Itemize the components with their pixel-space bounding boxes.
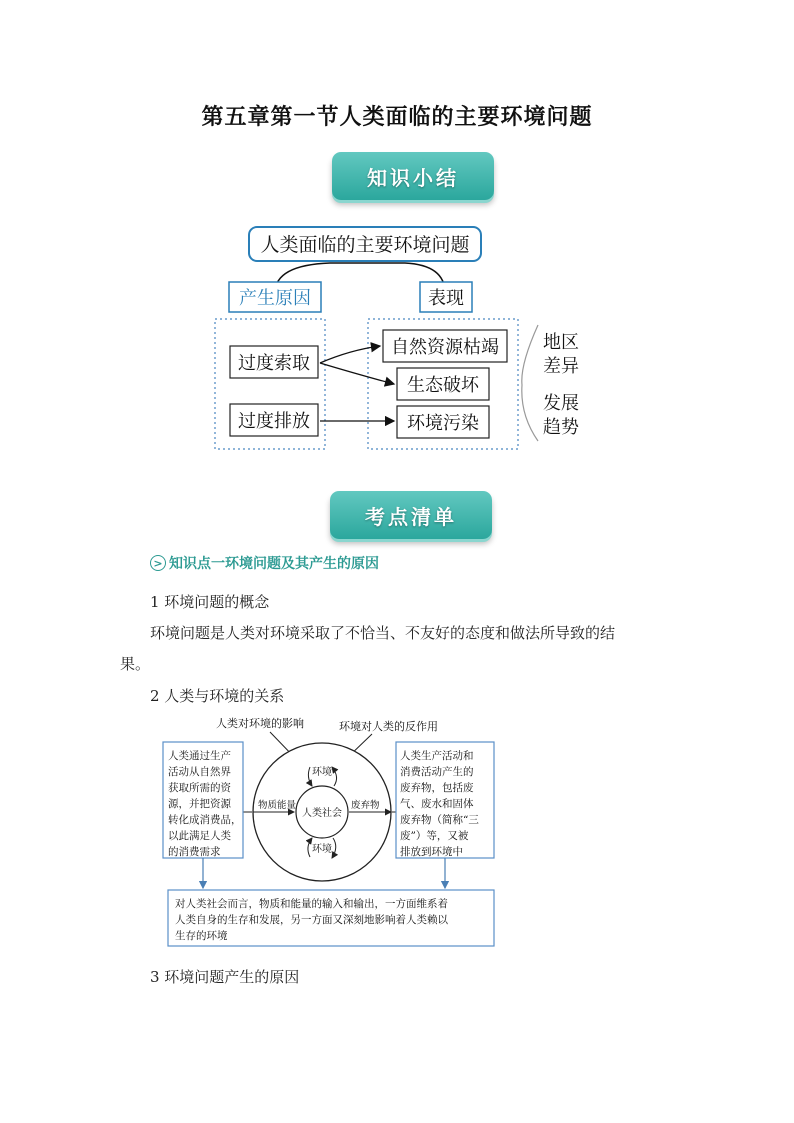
right-box-text: 人类生产活动和 消费活动产生的 废弃物，包括废 气、废水和固体 废弃物（简称“三 废”）等，又被 排放到环境中 — [400, 750, 479, 858]
effects-label: 表现 — [428, 288, 464, 309]
causes-label: 产生原因 — [239, 288, 311, 309]
aspect-text: 地区 — [543, 332, 579, 353]
cause-item: 过度排放 — [238, 411, 310, 432]
page-title: 第五章第一节人类面临的主要环境问题 — [201, 105, 593, 130]
effect-item: 自然资源枯竭 — [391, 337, 499, 358]
arrow-label-waste: 废弃物 — [351, 800, 380, 811]
item1-title: 1 环境问题的概念 — [150, 593, 270, 611]
mindmap-diagram — [200, 215, 620, 460]
section-heading — [150, 553, 379, 573]
effect-item: 生态破坏 — [407, 375, 479, 396]
ring-label-bottom: 环境 — [312, 844, 332, 855]
item1-text-cont: 果。 — [120, 655, 151, 673]
ring-label-top: 环境 — [312, 767, 332, 778]
aspect-text: 差异 — [543, 356, 579, 377]
effect-item: 环境污染 — [407, 413, 479, 434]
item2-title: 2 人类与环境的关系 — [150, 687, 285, 705]
circled-chevron-icon: > — [150, 555, 166, 571]
checklist-banner: 考点清单 — [330, 491, 492, 539]
left-box-text: 人类通过生产 活动从自然界 获取所需的资 源，并把资源 转化成消费品， 以此满足人类 的消费需求 — [168, 750, 242, 858]
section-heading-text: 知识点一环境问题及其产生的原因 — [169, 556, 379, 572]
aspect-text: 趋势 — [543, 417, 579, 438]
center-label: 人类社会 — [302, 808, 342, 819]
label-env-feedback: 环境对人类的反作用 — [339, 720, 438, 733]
item3-title: 3 环境问题产生的原因 — [150, 968, 300, 986]
item1-text: 环境问题是人类对环境采取了不恰当、不友好的态度和做法所导致的结 — [150, 624, 616, 642]
summary-banner: 知识小结 — [332, 152, 494, 200]
mindmap-root-text: 人类面临的主要环境问题 — [260, 234, 470, 256]
cause-item: 过度索取 — [238, 353, 310, 374]
label-human-impact: 人类对环境的影响 — [216, 717, 304, 730]
arrow-label-material: 物质能量 — [258, 800, 297, 811]
relation-diagram — [160, 712, 500, 952]
bottom-box-text: 对人类社会而言，物质和能量的输入和输出，一方面维系着 人类自身的生存和发展，另一方面又深刻地影响着人类赖以 生存的环境 — [175, 898, 448, 942]
aspect-text: 发展 — [543, 393, 579, 414]
